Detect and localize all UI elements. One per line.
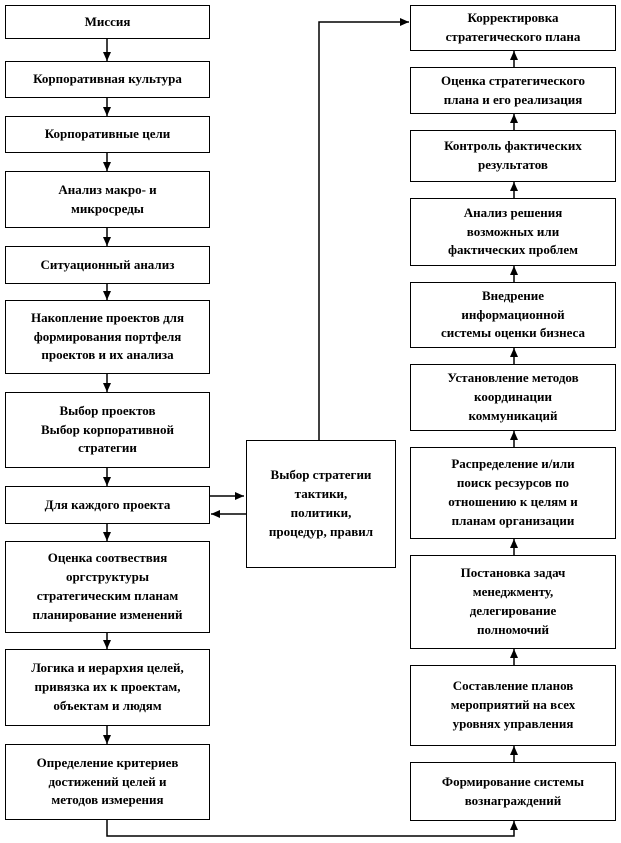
box-goal-hierarchy bbox=[5, 649, 210, 726]
box-corporate-goals bbox=[5, 116, 210, 153]
arrow-strategy-to-top bbox=[319, 22, 409, 440]
box-project-selection bbox=[5, 392, 210, 468]
box-results-control-text: Контроль фактических результатов bbox=[444, 138, 582, 172]
box-task-setting-text: Постановка задач менеджменту, делегирование полномочий bbox=[460, 565, 566, 637]
box-problem-analysis-text: Анализ решения возможных или фактических проблем bbox=[448, 204, 578, 258]
box-orgstructure-assessment bbox=[5, 541, 210, 633]
box-task-setting bbox=[410, 555, 616, 649]
box-reward-system bbox=[410, 762, 616, 821]
box-corporate-goals-text: Корпоративные цели bbox=[44, 126, 171, 142]
box-situational-analysis bbox=[5, 246, 210, 284]
box-for-each-project bbox=[5, 486, 210, 524]
box-plan-correction bbox=[410, 5, 616, 51]
box-mission bbox=[5, 5, 210, 39]
box-resource-allocation bbox=[410, 447, 616, 539]
box-strategy-selection-text: Выбор стратегии тактики, политики, процедур, правил bbox=[268, 467, 374, 539]
box-coordination-methods-text: Установление методов координации коммуникаций bbox=[447, 370, 579, 423]
box-info-system bbox=[410, 282, 616, 348]
box-results-control bbox=[410, 130, 616, 182]
box-criteria-definition bbox=[5, 744, 210, 820]
box-mission-text: Миссия bbox=[84, 13, 131, 29]
box-action-plans-text: Составление планов мероприятий на всех уровнях управления bbox=[450, 678, 576, 731]
box-action-plans bbox=[410, 665, 616, 746]
box-environment-analysis bbox=[5, 171, 210, 228]
box-project-selection-text: Выбор проектов Выбор корпоративной стратегии bbox=[41, 402, 174, 456]
box-plan-evaluation-text: Оценка стратегического плана и его реализация bbox=[440, 72, 586, 107]
box-goal-hierarchy-text: Логика и иерархия целей, привязка их к проектам, объектам и людям bbox=[31, 660, 184, 713]
box-situational-analysis-text: Ситуационный анализ bbox=[40, 256, 175, 272]
box-info-system-text: Внедрение информационной системы оценки бизнеса bbox=[441, 287, 585, 341]
box-project-accumulation-text: Накопление проектов для формирования портфеля проектов и их анализа bbox=[30, 309, 185, 363]
box-reward-system-text: Формирование системы вознаграждений bbox=[441, 773, 585, 808]
box-plan-correction-text: Корректировка стратегического плана bbox=[445, 10, 581, 44]
box-plan-evaluation bbox=[410, 67, 616, 114]
box-corporate-culture bbox=[5, 61, 210, 98]
box-for-each-project-text: Для каждого проекта bbox=[44, 496, 171, 512]
box-criteria-definition-text: Определение критериев достижений целей и методов измерения bbox=[36, 754, 179, 808]
box-strategy-selection bbox=[246, 440, 396, 568]
box-problem-analysis bbox=[410, 198, 616, 266]
box-corporate-culture-text: Корпоративная культура bbox=[33, 71, 182, 87]
box-orgstructure-assessment-text: Оценка соотвествия оргструктуры стратегическим планам планирование изменений bbox=[32, 550, 183, 622]
box-project-accumulation bbox=[5, 300, 210, 374]
box-environment-analysis-text: Анализ макро- и микросреды bbox=[58, 181, 157, 216]
box-coordination-methods bbox=[410, 364, 616, 431]
arrow-bottom-connector bbox=[107, 820, 514, 836]
box-resource-allocation-text: Распределение и/или поиск ресзурсов по отношению к целям и планам организации bbox=[448, 456, 578, 528]
